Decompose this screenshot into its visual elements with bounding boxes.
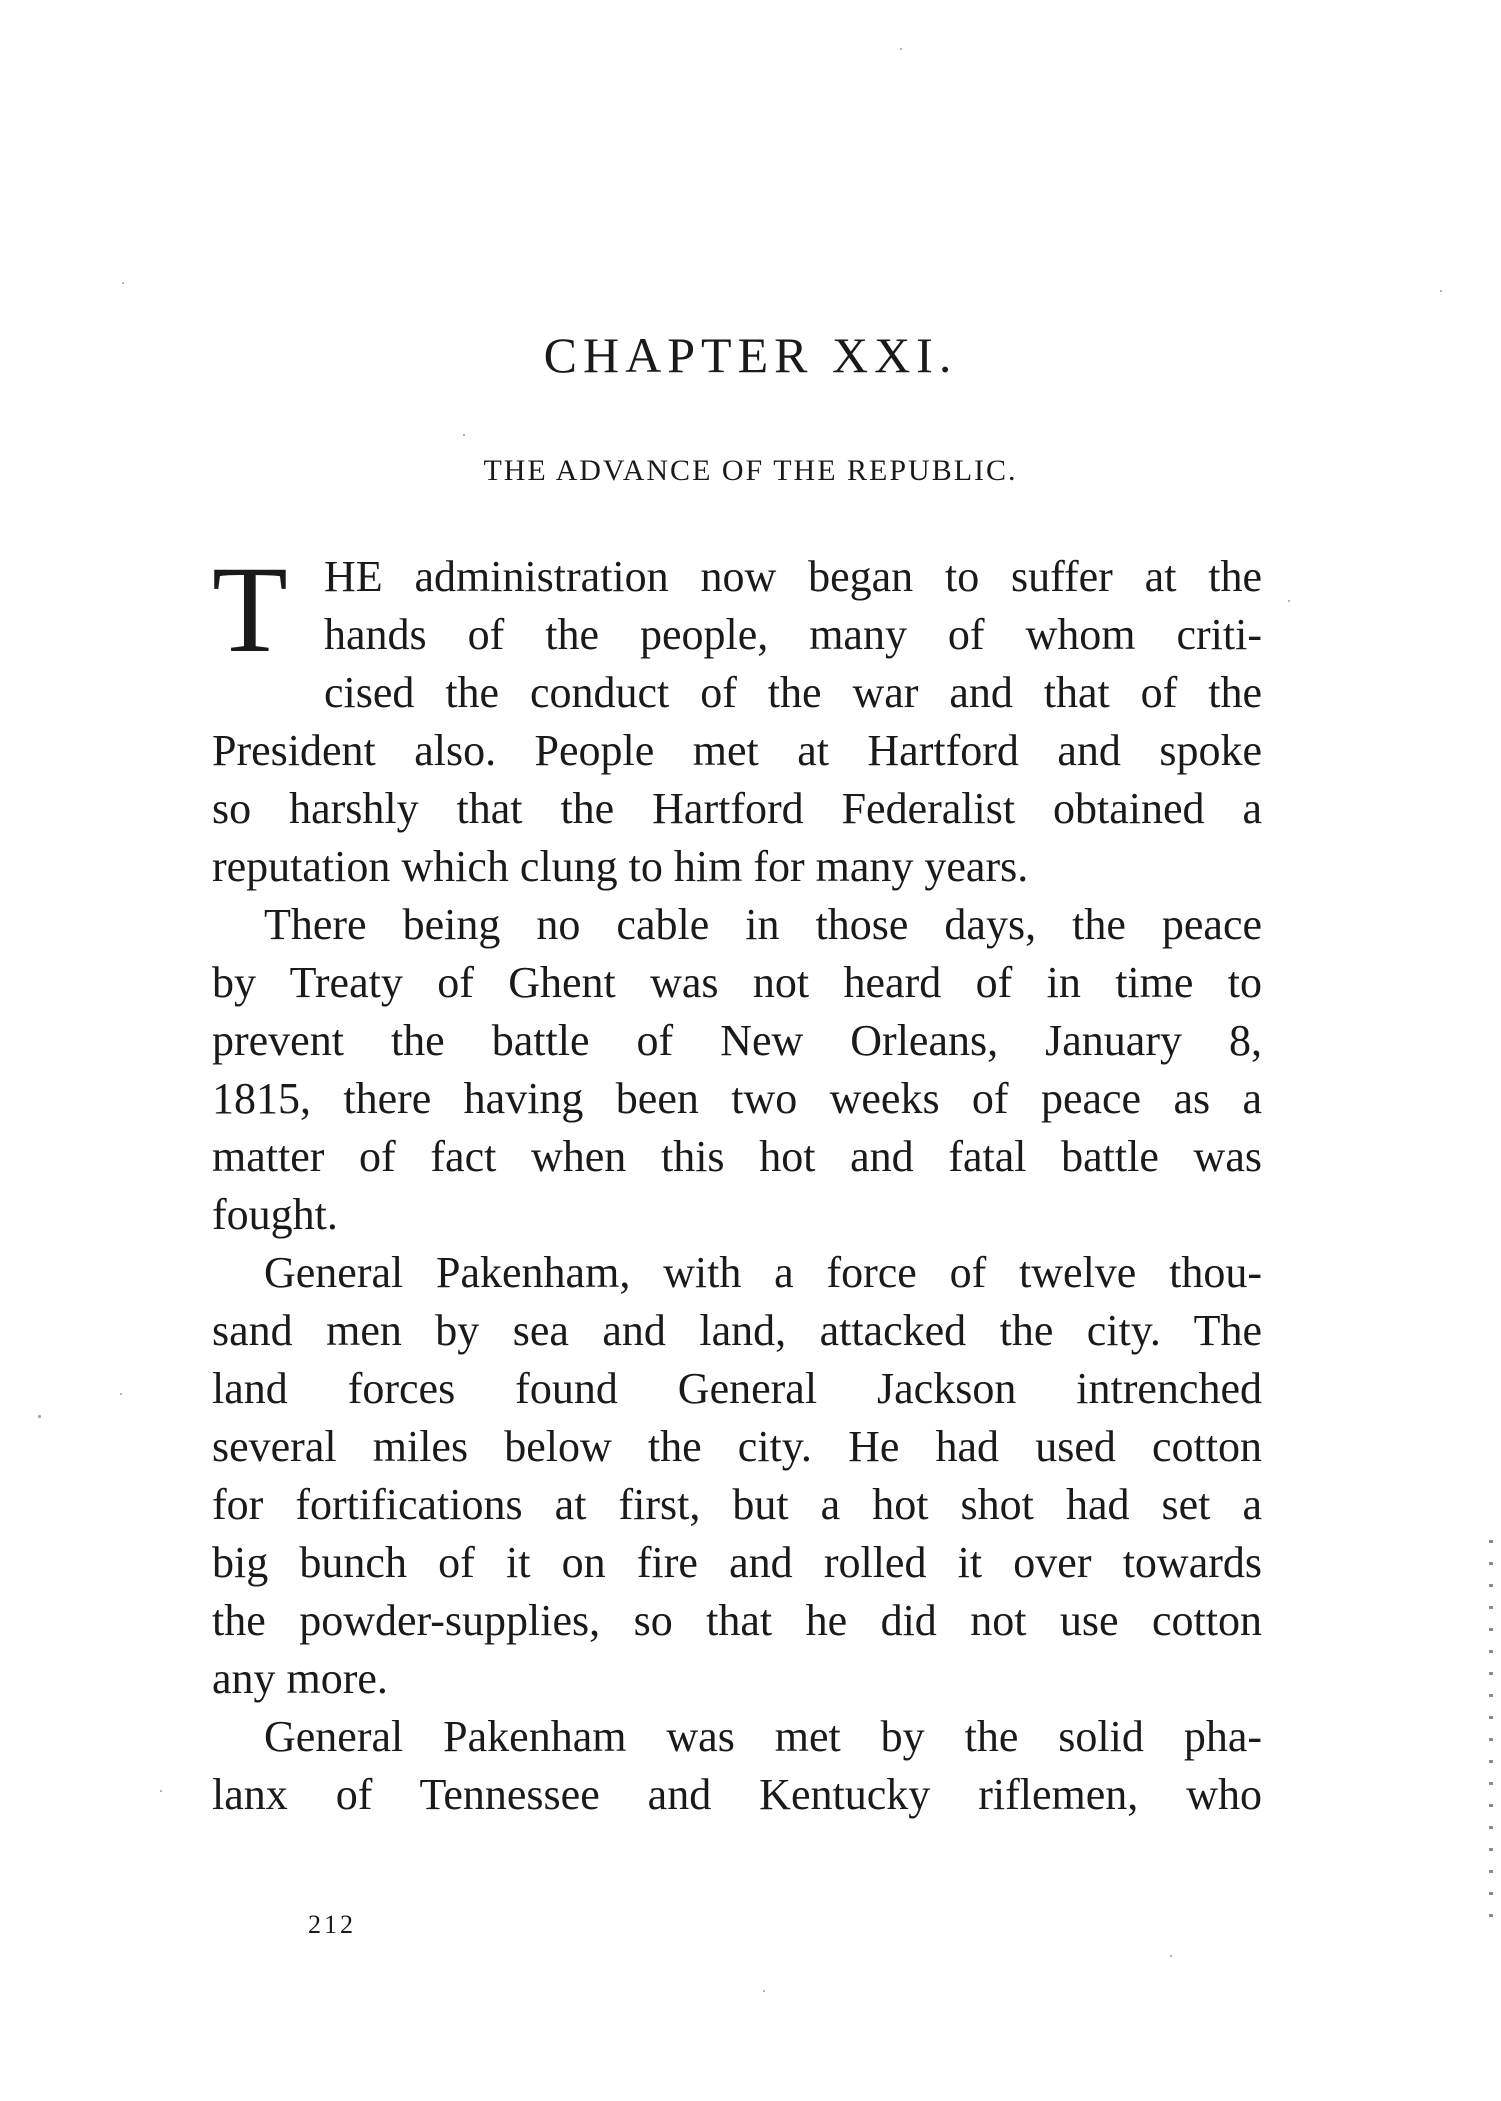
text-line: so harshly that the Hartford Federalist obtained a bbox=[212, 784, 1262, 833]
drop-cap: T bbox=[212, 541, 288, 678]
scan-speck bbox=[122, 282, 124, 284]
text-line: reputation which clung to him for many years. bbox=[212, 842, 1029, 891]
text-line: sand men by sea and land, attacked the city. The bbox=[212, 1306, 1262, 1355]
chapter-title: CHAPTER XXI. bbox=[543, 327, 958, 383]
text-line: by Treaty of Ghent was not heard of in time to bbox=[212, 958, 1262, 1007]
text-line: land forces found General Jackson intrenched bbox=[212, 1364, 1262, 1413]
text-line: several miles below the city. He had used cotton bbox=[212, 1422, 1262, 1471]
text-line: 1815, there having been two weeks of peace as a bbox=[212, 1074, 1262, 1123]
scan-speck bbox=[463, 434, 465, 436]
text-line: hands of the people, many of whom criti- bbox=[324, 610, 1262, 659]
text-line: lanx of Tennessee and Kentucky riflemen, who bbox=[212, 1770, 1262, 1819]
scan-edge-marks bbox=[1489, 1540, 1493, 1920]
text-line: President also. People met at Hartford and spoke bbox=[212, 726, 1262, 775]
text-line: big bunch of it on fire and rolled it over towards bbox=[212, 1538, 1262, 1587]
page-number: 212 bbox=[308, 1910, 356, 1939]
text-line: fought. bbox=[212, 1190, 338, 1239]
text-line: General Pakenham, with a force of twelve thou- bbox=[264, 1248, 1262, 1297]
scan-speck bbox=[1288, 600, 1290, 602]
body-text bbox=[212, 541, 1262, 1824]
scan-speck bbox=[763, 1990, 765, 1992]
scan-speck bbox=[160, 1790, 162, 1792]
text-line: for fortifications at first, but a hot shot had set a bbox=[212, 1480, 1262, 1529]
scan-speck bbox=[1170, 1955, 1172, 1957]
text-line: General Pakenham was met by the solid pha- bbox=[264, 1712, 1262, 1761]
text-line: the powder-supplies, so that he did not use cotton bbox=[212, 1596, 1262, 1645]
scan-speck bbox=[1440, 290, 1442, 292]
scan-speck bbox=[120, 1393, 122, 1395]
text-line: prevent the battle of New Orleans, January 8, bbox=[212, 1016, 1262, 1065]
text-line: cised the conduct of the war and that of the bbox=[324, 668, 1262, 717]
scan-speck bbox=[38, 1415, 41, 1418]
text-line: any more. bbox=[212, 1654, 388, 1703]
scan-speck bbox=[900, 48, 902, 50]
chapter-subtitle: THE ADVANCE OF THE REPUBLIC. bbox=[483, 454, 1018, 487]
text-line: matter of fact when this hot and fatal battle was bbox=[212, 1132, 1262, 1181]
text-line: HE administration now began to suffer at the bbox=[324, 552, 1262, 601]
text-line: There being no cable in those days, the peace bbox=[264, 900, 1262, 949]
